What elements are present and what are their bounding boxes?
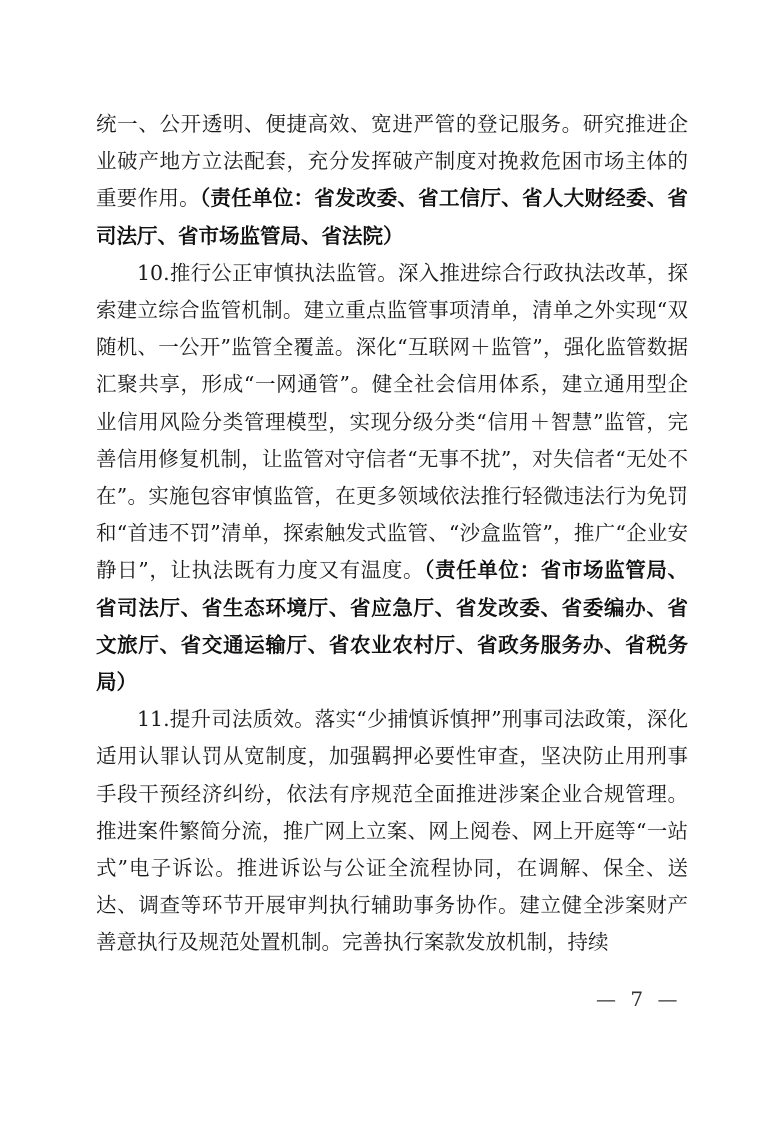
paragraph-text: 10.推行公正审慎执法监管。深入推进综合行政执法改革，探索建立综合监管机制。建立重点监管事项清单，清单之外实现“双随机、一公开”监管全覆盖。深化“互联网＋监管”，强化监管数据汇聚共享，形成“一网通管”。健全社会信用体系，建立通用型企业信用风险分类管理模型，实现分级分类“信用＋智慧”监管，完善信用修复机制，让监管对守信者“无事不扰”，对失信者“无处不在”。实施包容审慎监管，在更多领域依法推行轻微违法行为免罚和“首违不罚”清单，探索触发式监管、“沙盒监管”，推广“企业安静日”，让执法既有力度又有温度。 [96, 260, 688, 583]
paragraph-text: 统一、公开透明、便捷高效、宽进严管的登记服务。研究推进企业破产地方立法配套，充分发挥破产制度对挽救危困市场主体的重要作用。 [96, 112, 688, 211]
paragraph-text: 11.提升司法质效。落实“少捕慎诉慎押”刑事司法政策，深化适用认罪认罚从宽制度，加强羁押必要性审查，坚决防止用刑事手段干预经济纠纷，依法有序规范全面推进涉案企业合规管理。推进案件繁简分流，推广网上立案、网上阅卷、网上开庭等“一站式”电子诉讼。推进诉讼与公证全流程协同，在调解、保全、送达、调查等环节开展审判执行辅助事务协作。建立健全涉案财产善意执行及规范处置机制。完善执行案款发放机制，持续 [96, 707, 688, 955]
paragraph-continuation [96, 106, 688, 255]
paragraph-item-11 [96, 701, 688, 961]
responsibility-units: （责任单位：省发改委、省工信厅、省人大财经委、省司法厅、省市场监管局、省法院） [96, 186, 689, 248]
document-body [96, 106, 688, 962]
responsibility-units: （责任单位：省市场监管局、省司法厅、省生态环境厅、省应急厅、省发改委、省委编办、省文旅厅、省交通运输厅、省农业农村厅、省政务服务办、省税务局） [96, 558, 689, 695]
paragraph-item-10 [96, 255, 688, 701]
page-number: — 7 — [596, 987, 682, 1011]
